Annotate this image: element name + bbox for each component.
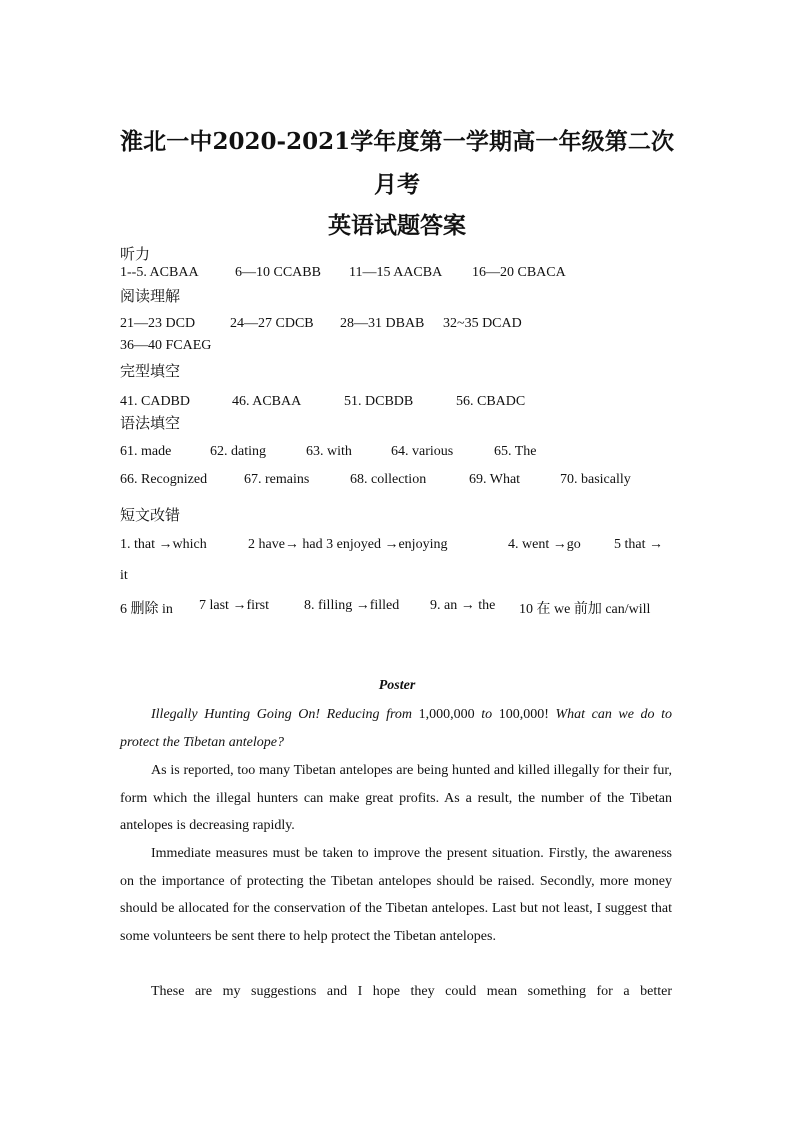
cloze-answer: 41. CADBD <box>120 394 191 409</box>
grammar-heading: 语法填空 <box>120 414 181 432</box>
reading-answer: 36—40 FCAEG <box>120 338 212 353</box>
listening-answer: 16—20 CBACA <box>472 265 566 280</box>
correction-answer: 1. that →which <box>120 537 207 552</box>
correction-answer: 2 have→ had 3 enjoyed →enjoying <box>248 537 448 552</box>
essay-italic-text: Illegally Hunting Going On! Reducing from <box>151 707 413 722</box>
title-line-1: 淮北一中2020-2021学年度第一学期高一年级第二次 <box>120 128 674 155</box>
grammar-answer: 68. collection <box>350 472 427 487</box>
essay-italic-text: to <box>481 707 493 722</box>
essay-italic-text: What can we do to protect the Tibetan antelope? <box>120 707 673 750</box>
correction-answer: 10 在 we 前加 can/will <box>519 602 651 617</box>
grammar-answer: 69. What <box>469 472 521 487</box>
grammar-answer: 66. Recognized <box>120 472 208 487</box>
grammar-answer: 62. dating <box>210 444 266 459</box>
grammar-answer: 64. various <box>391 444 454 459</box>
correction-answer: 5 that → <box>614 537 663 552</box>
reading-answer: 21—23 DCD <box>120 316 196 331</box>
listening-answer: 6—10 CCABB <box>235 265 321 280</box>
essay-paragraph-2: As is reported, too many Tibetan antelopes are being hunted and killed illegally for their fur, form which the illegal hunters can make great profits. As a result, the number of the Tibetan antelopes is decreasing rapidly. <box>120 763 672 834</box>
correction-answer: 6 删除 in <box>120 602 173 617</box>
subtitle: 英语试题答案 <box>328 212 466 239</box>
essay-title: Poster <box>378 678 416 693</box>
essay-paragraph-3: Immediate measures must be taken to improve the present situation. Firstly, the awareness on the importance of protecting the Tibetan antelopes should be raised. Secondly, more money should be allocated for the conservation of the Tibetan antelopes. Last but not least, I suggest that some volunteers be sent there to help protect the Tibetan antelopes. <box>120 846 672 945</box>
essay-paragraph-1 <box>120 701 672 756</box>
essay-number: 100,000! <box>498 707 549 722</box>
cloze-answer: 46. ACBAA <box>232 394 302 409</box>
reading-answer: 32~35 DCAD <box>443 316 522 331</box>
correction-answer: 8. filling →filled <box>304 598 400 613</box>
grammar-answer: 61. made <box>120 444 172 459</box>
listening-heading: 听力 <box>120 245 151 263</box>
correction-answer: 9. an → the <box>430 598 496 613</box>
title-line-2: 月考 <box>374 171 420 198</box>
correction-heading: 短文改错 <box>120 506 181 524</box>
grammar-answer: 67. remains <box>244 472 310 487</box>
listening-answer: 11—15 AACBA <box>349 265 443 280</box>
grammar-answer: 70. basically <box>560 472 631 487</box>
essay-paragraph-4: These are my suggestions and I hope they could mean something for a better <box>151 984 672 999</box>
cloze-answer: 56. CBADC <box>456 394 526 409</box>
correction-answer-wrap: it <box>120 568 128 583</box>
grammar-answer: 65. The <box>494 444 537 459</box>
reading-answer: 28—31 DBAB <box>340 316 425 331</box>
correction-answer: 4. went →go <box>508 537 581 552</box>
listening-answer: 1--5. ACBAA <box>120 265 199 280</box>
reading-answer: 24—27 CDCB <box>230 316 314 331</box>
essay-number: 1,000,000 <box>418 707 475 722</box>
cloze-answer: 51. DCBDB <box>344 394 414 409</box>
cloze-heading: 完型填空 <box>120 362 181 380</box>
grammar-answer: 63. with <box>306 444 352 459</box>
reading-heading: 阅读理解 <box>120 287 181 305</box>
correction-answer: 7 last →first <box>199 598 269 613</box>
